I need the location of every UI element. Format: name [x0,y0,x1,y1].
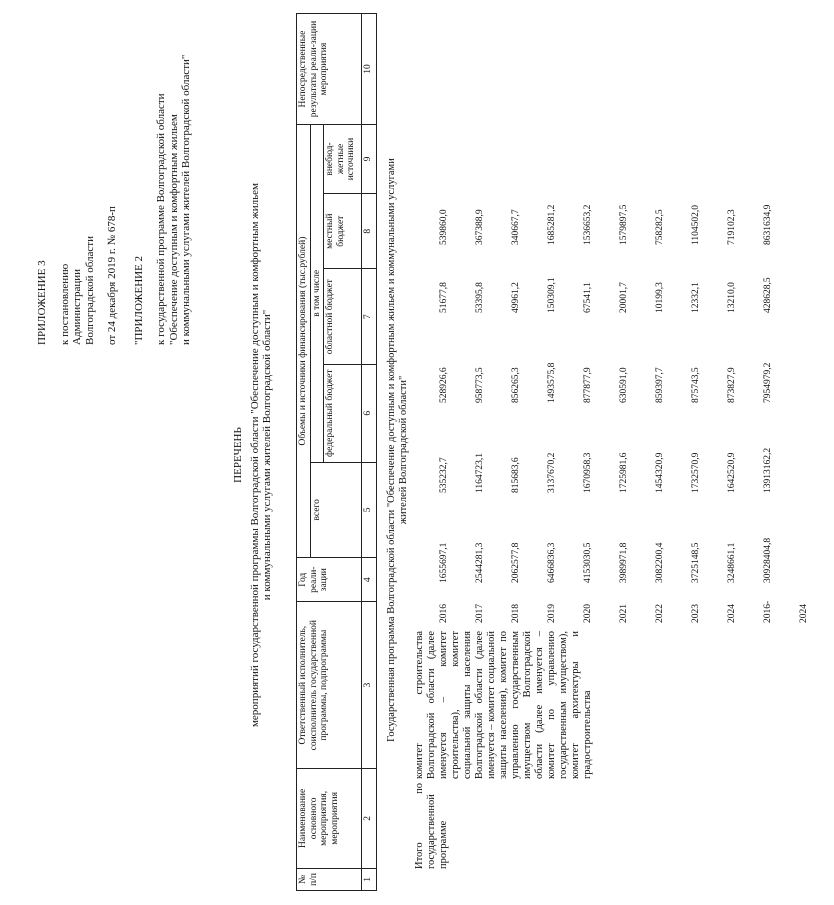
local-cell: 51677,8 [439,282,449,313]
header-num: № п/п [297,868,362,890]
extra-cell: 1579897,5 [619,204,629,245]
resolution-date: от 24 декабря 2019 г. № 678-п [106,206,118,345]
local-cell: 10199,3 [655,282,665,313]
year-cell: 2016- [763,600,773,623]
col-number: 2 [362,768,377,868]
extra-cell: 719102,3 [727,209,737,245]
section-title-line-2: жителей Волгоградской области" [398,375,409,525]
local-cell: 12332,1 [691,282,701,313]
extra-cell: 1685281,2 [547,204,557,245]
regional-cell: 1493575,8 [547,362,557,403]
local-cell: 428628,5 [763,277,773,313]
total-cell: 3248661,1 [727,542,737,583]
program-line-2: "Обеспечение доступным и комфортным жильем [167,114,180,345]
extra-cell: 8631634,9 [763,204,773,245]
title-line-1: мероприятий государственной программы Волгоградской области "Обеспечение доступным и комфортным жильем [248,182,261,728]
federal-cell: 535232,7 [439,457,449,493]
regional-cell: 877877,9 [583,367,593,403]
federal-cell: 1670958,3 [583,452,593,493]
total-cell: 3725148,5 [691,542,701,583]
header-name: Наименование основного мероприятия, мероприятия [297,768,362,868]
total-cell: 2544281,3 [475,542,485,583]
document-title [232,45,274,865]
col-number: 7 [362,269,377,364]
extra-column [414,175,798,245]
local-cell: 150309,1 [547,277,557,313]
federal-cell: 1642520,9 [727,452,737,493]
total-cell: 30928404,8 [763,537,773,583]
col-number: 8 [362,193,377,268]
year-cell: 2024 [727,604,737,623]
appendix-number: ПРИЛОЖЕНИЕ 3 [36,260,48,345]
extra-cell: 758282,5 [655,209,665,245]
total-row-executor: комитет строительства Волгоградской области (далее именуется – комитет строительства), комитет социальной защиты населения Волгоградской области (далее именуется – комитет социальной защиты населения), комитет по управлению государственным имуществом Волгоградской области (далее именуется – комитет по управлению государственным имуществом), комитет архитектуры и градостроительства [414,631,593,779]
year-cell: 2020 [583,604,593,623]
header-federal: федеральный бюджет [324,364,362,462]
extra-cell: 367388,9 [475,209,485,245]
program-line-1: к государственной программе Волгоградской области [155,93,167,345]
funding-table-header [296,13,377,891]
total-cell: 4153030,5 [583,542,593,583]
regional-cell: 528926,6 [439,367,449,403]
col-number: 9 [362,125,377,194]
appendix-2: "ПРИЛОЖЕНИЕ 2 [132,255,145,345]
year-cell: 2024 [799,604,809,623]
regional-cell: 875743,5 [691,367,701,403]
header-local: местный бюджет [324,193,362,268]
local-cell: 13210,0 [727,282,737,313]
extra-cell: 1536653,2 [583,204,593,245]
federal-cell: 1164723,1 [475,452,485,493]
col-number: 6 [362,364,377,462]
regional-cell: 856265,3 [511,367,521,403]
federal-cell: 1725981,6 [619,452,629,493]
local-cell: 53395,8 [475,282,485,313]
regional-cell: 7954979,2 [763,362,773,403]
total-cell: 6466836,3 [547,542,557,583]
total-row-name: Итого по государственной программе [414,783,449,869]
regional-cell: 630591,0 [619,367,629,403]
regional-cell: 958773,5 [475,367,485,403]
to-resolution: к постановлению [58,263,71,345]
administration: Администрации [71,268,83,345]
col-number: 3 [362,602,377,769]
local-cell: 67541,1 [583,282,593,313]
year-cell: 2022 [655,604,665,623]
col-number: 10 [362,14,377,125]
extra-cell: 539860,0 [439,209,449,245]
header-regional: областной бюджет [324,269,362,364]
program-line-3: и коммунальными услугами жителей Волгоградской области" [180,54,192,345]
extra-cell: 1104502,0 [691,204,701,245]
federal-cell: 3137670,2 [547,452,557,493]
total-cell: 1655697,1 [439,542,449,583]
appendix-header [36,15,193,345]
year-cell: 2018 [511,604,521,623]
federal-cell: 13913162,2 [763,447,773,493]
total-cell: 3082200,4 [655,542,665,583]
federal-cell: 1732570,9 [691,452,701,493]
regional-cell: 859397,7 [655,367,665,403]
region: Волгоградской области [83,236,96,345]
years-column [414,589,834,623]
year-cell: 2016 [439,604,449,623]
header-year: Год реали-зации [297,558,362,602]
year-cell: 2017 [475,604,485,623]
federal-cell: 815683,6 [511,457,521,493]
federal-column [414,415,798,493]
local-cell: 20001,7 [619,282,629,313]
extra-cell: 340667,7 [511,209,521,245]
header-funding: Объемы и источники финансирования (тыс.рублей) [297,125,311,558]
year-cell: 2023 [691,604,701,623]
total-cell: 2062577,8 [511,542,521,583]
regional-column [414,325,798,403]
section-title [386,25,410,875]
title-line-2: и коммунальными услугами жителей Волгоградской области" [261,309,273,601]
section-title-line-1: Государственная программа Волгоградской области "Обеспечение доступным и комфортным жильем и коммунальными услугами [386,158,397,742]
col-number: 1 [362,868,377,890]
header-total: всего [310,462,362,557]
header-results: Непосредственные результаты реали-зации мероприятия [297,14,362,125]
federal-cell: 1454320,9 [655,452,665,493]
title-heading: ПЕРЕЧЕНЬ [232,427,244,483]
total-cell: 3989971,8 [619,542,629,583]
regional-cell: 873827,9 [727,367,737,403]
local-column [414,253,798,313]
year-cell: 2019 [547,604,557,623]
local-cell: 49961,2 [511,282,521,313]
header-including: в том числе [310,125,324,462]
col-number: 5 [362,462,377,557]
header-extra: внебюд-жетные источники [324,125,362,194]
header-executor: Ответственный исполнитель, соисполнитель государственной программы, подпрограммы [297,602,362,769]
total-column [414,513,798,583]
col-number: 4 [362,558,377,602]
year-cell: 2021 [619,604,629,623]
